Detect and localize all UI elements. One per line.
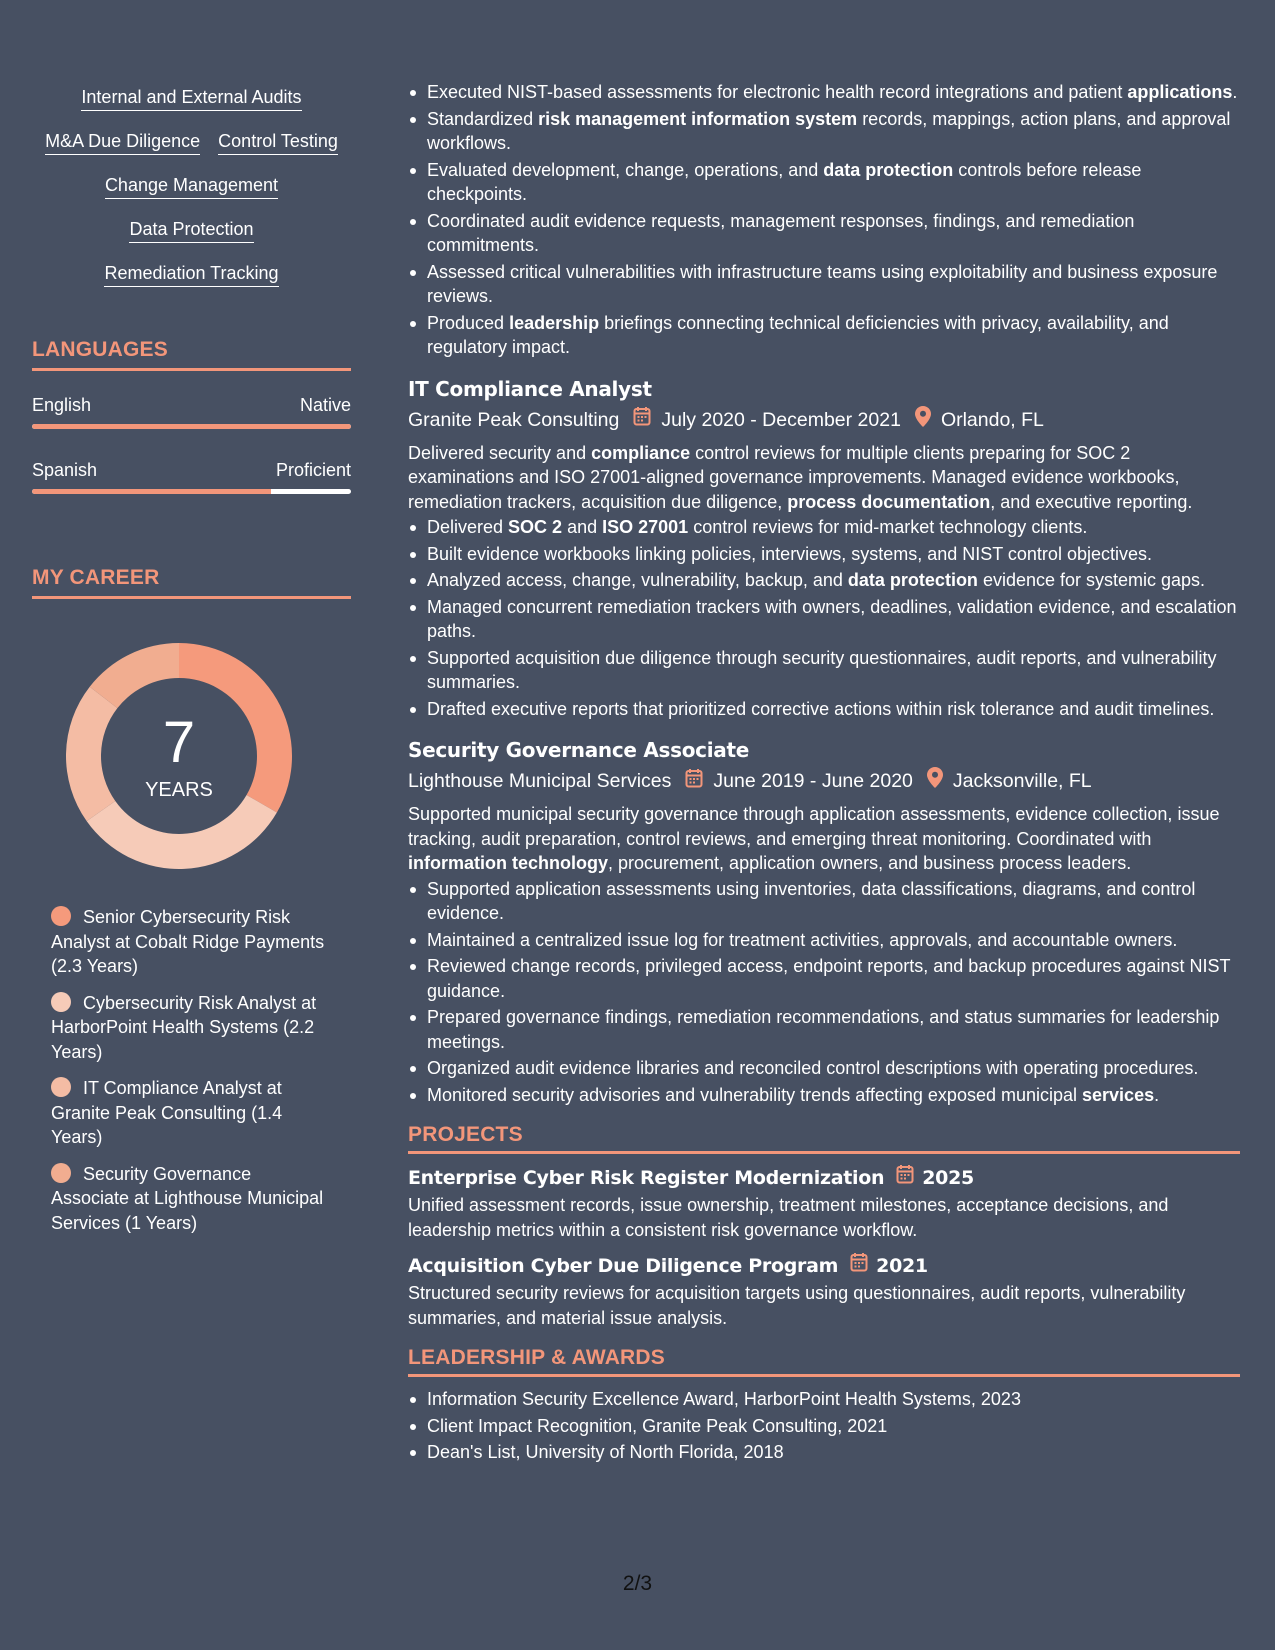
career-donut-chart (66, 643, 292, 869)
awards-heading: LEADERSHIP & AWARDS (408, 1346, 1240, 1377)
project-title (408, 1252, 1240, 1279)
award-item: Information Security Excellence Award, HarborPoint Health Systems, 2023 (408, 1387, 1240, 1412)
bullet-item: Analyzed access, change, vulnerability, backup, and data protection evidence for systemic gaps. (408, 568, 1240, 593)
award-item: Dean's List, University of North Florida, 2018 (408, 1440, 1240, 1465)
job-meta (408, 406, 1240, 434)
legend-item (51, 1162, 331, 1236)
skill-tag[interactable]: M&A Due Diligence (45, 130, 200, 155)
bullet-item: Prepared governance findings, remediation recommendations, and status summaries for leadership meetings. (408, 1005, 1240, 1054)
experience-bullets (408, 80, 1240, 360)
calendar-icon (896, 1164, 914, 1191)
job-bullets (408, 877, 1240, 1108)
language-item (32, 394, 351, 429)
career-heading: MY CAREER (32, 566, 351, 599)
bullet-item: Supported acquisition due diligence through security questionnaires, audit reports, and vulnerability summaries. (408, 646, 1240, 695)
skill-tag[interactable]: Control Testing (218, 130, 338, 155)
company-name: Lighthouse Municipal Services (408, 770, 672, 792)
job-entry (408, 737, 1240, 1107)
legend-dot (51, 1077, 71, 1097)
calendar-icon (850, 1252, 868, 1279)
job-title: Security Governance Associate (408, 738, 749, 762)
bullet-item: Maintained a centralized issue log for treatment activities, approvals, and accountable owners. (408, 928, 1240, 953)
job-location: Jacksonville, FL (952, 770, 1092, 792)
project-year: 2025 (922, 1166, 974, 1189)
language-level: Native (299, 395, 351, 415)
bullet-item: Organized audit evidence libraries and reconciled control descriptions with operating procedures. (408, 1056, 1240, 1081)
skill-tag[interactable]: Data Protection (129, 218, 253, 243)
bullet-item: Executed NIST-based assessments for electronic health record integrations and patient applications. (408, 80, 1240, 105)
languages-heading: LANGUAGES (32, 338, 351, 371)
project-entry (408, 1164, 1240, 1242)
language-bar (32, 489, 351, 494)
career-total: 7 (162, 710, 196, 775)
calendar-icon (685, 768, 703, 795)
projects-heading: PROJECTS (408, 1123, 1240, 1154)
award-item: Client Impact Recognition, Granite Peak Consulting, 2021 (408, 1414, 1240, 1439)
legend-label: Security Governance Associate at Lighthouse Municipal Services (1 Years) (51, 1163, 324, 1233)
job-description: Supported municipal security governance through application assessments, evidence collection, issue tracking, audit preparation, control reviews, and emerging threat monitoring. Coordinated with information technology, procurement, application owners, and business process leaders. (408, 804, 1220, 873)
bullet-item: Produced leadership briefings connecting technical deficiencies with privacy, availability, and regulatory impact. (408, 311, 1240, 360)
career-unit: YEARS (145, 779, 213, 801)
awards-list (408, 1387, 1240, 1465)
legend-dot (51, 1163, 71, 1183)
legend-label: Senior Cybersecurity Risk Analyst at Cobalt Ridge Payments (2.3 Years) (51, 907, 325, 976)
job-entry (408, 376, 1240, 722)
job-location: Orlando, FL (940, 408, 1044, 431)
skill-tag[interactable]: Change Management (105, 174, 278, 199)
calendar-icon (633, 406, 651, 433)
bullet-item: Built evidence workbooks linking policies, interviews, systems, and NIST control objectives. (408, 542, 1240, 567)
bullet-item: Delivered SOC 2 and ISO 27001 control reviews for mid-market technology clients. (408, 515, 1240, 540)
left-column (32, 86, 351, 1247)
career-legend (32, 905, 351, 1235)
bullet-item: Monitored security advisories and vulnerability trends affecting exposed municipal services. (408, 1083, 1240, 1108)
project-description: Unified assessment records, issue ownership, treatment milestones, acceptance decisions, and leadership metrics within a consistent risk governance workflow. (408, 1195, 1169, 1240)
projects-list (408, 1164, 1240, 1330)
skill-tag[interactable]: Internal and External Audits (81, 86, 301, 111)
bullet-item: Reviewed change records, privileged access, endpoint reports, and backup procedures against NIST guidance. (408, 954, 1240, 1003)
map-pin-icon (927, 767, 943, 795)
language-name: English (32, 395, 92, 415)
language-bar (32, 424, 351, 429)
project-name: Enterprise Cyber Risk Register Modernization (408, 1166, 885, 1189)
project-entry (408, 1252, 1240, 1330)
company-name: Granite Peak Consulting (408, 408, 620, 431)
legend-item (51, 991, 331, 1065)
skill-tag[interactable]: Remediation Tracking (104, 262, 278, 287)
experience-list (408, 376, 1240, 1108)
bullet-item: Supported application assessments using inventories, data classifications, diagrams, and control evidence. (408, 877, 1240, 926)
bullet-item: Drafted executive reports that prioritized corrective actions within risk tolerance and audit timelines. (408, 697, 1240, 722)
bullet-item: Standardized risk management information system records, mappings, action plans, and approval workflows. (408, 107, 1240, 156)
page-number: 2/3 (622, 1572, 653, 1595)
bullet-item: Assessed critical vulnerabilities with infrastructure teams using exploitability and business exposure reviews. (408, 260, 1240, 309)
legend-item (51, 905, 331, 979)
legend-dot (51, 906, 71, 926)
map-pin-icon (915, 406, 931, 434)
project-name: Acquisition Cyber Due Diligence Program (408, 1254, 839, 1277)
legend-label: IT Compliance Analyst at Granite Peak Consulting (1.4 Years) (51, 1078, 283, 1147)
project-year: 2021 (876, 1254, 928, 1277)
job-meta (408, 767, 1240, 795)
job-bullets (408, 515, 1240, 721)
legend-label: Cybersecurity Risk Analyst at HarborPoint Health Systems (2.2 Years) (51, 992, 317, 1062)
bullet-item: Evaluated development, change, operations, and data protection controls before release checkpoints. (408, 158, 1240, 207)
project-title (408, 1164, 1240, 1191)
language-level: Proficient (275, 460, 351, 480)
project-description: Structured security reviews for acquisition targets using questionnaires, audit reports, vulnerability summaries, and material issue analysis. (408, 1283, 1186, 1328)
job-description: Delivered security and compliance control reviews for multiple clients preparing for SOC 2 examinations and ISO 27001-aligned governance improvements. Managed evidence workbooks, remediation trackers, acquisition due diligence, process documentation, and executive reporting. (408, 442, 1193, 512)
bullet-item: Managed concurrent remediation trackers with owners, deadlines, validation evidence, and escalation paths. (408, 595, 1240, 644)
right-column (408, 80, 1240, 1467)
legend-item (51, 1076, 331, 1150)
job-dates: July 2020 - December 2021 (661, 408, 901, 431)
legend-dot (51, 992, 71, 1012)
skills-list (32, 86, 351, 306)
job-dates: June 2019 - June 2020 (713, 770, 913, 792)
language-name: Spanish (32, 460, 98, 480)
language-item (32, 459, 351, 494)
bullet-item: Coordinated audit evidence requests, management responses, findings, and remediation commitments. (408, 209, 1240, 258)
job-title: IT Compliance Analyst (408, 376, 652, 401)
